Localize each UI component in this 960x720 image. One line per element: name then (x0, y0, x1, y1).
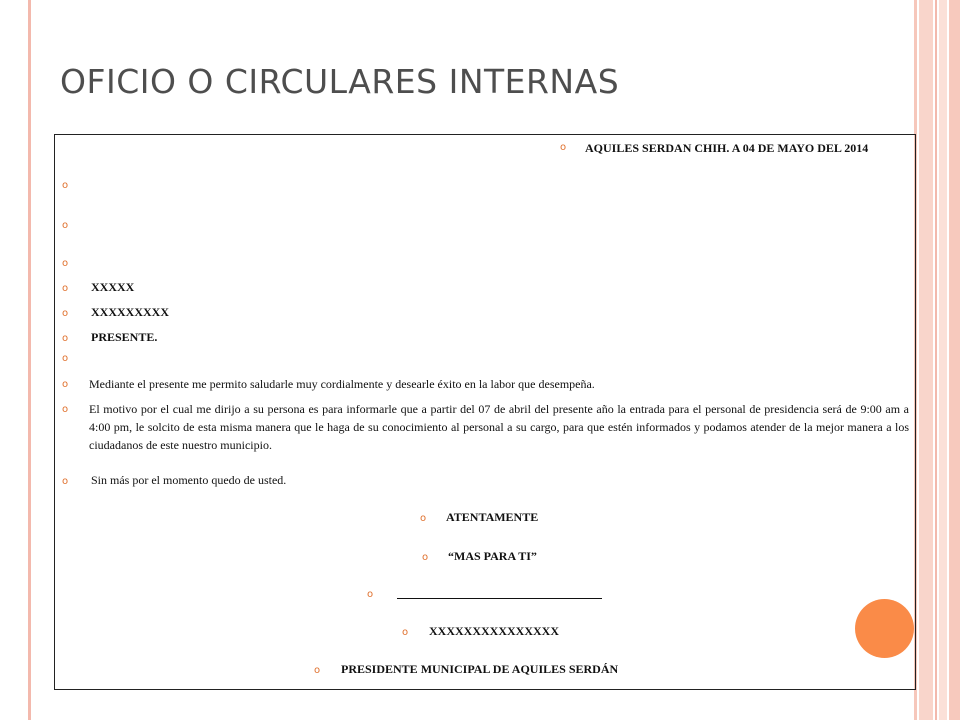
stripe (935, 0, 937, 720)
bullet-icon: o (62, 220, 69, 231)
signer-title: PRESIDENTE MUNICIPAL DE AQUILES SERDÁN (341, 662, 619, 676)
bullet-icon: o (62, 283, 69, 294)
stripe (939, 0, 947, 720)
bullet-icon: o (62, 379, 69, 390)
stripe (949, 0, 960, 720)
bullet-icon: o (62, 333, 69, 344)
bullet-icon: o (62, 308, 69, 319)
left-border-rule (28, 0, 31, 720)
date-line: AQUILES SERDAN CHIH. A 04 DE MAYO DEL 2014 (585, 141, 869, 155)
paragraph-greeting: Mediante el presente me permito saludarle muy cordialmente y desearle éxito en la labor que desempeña. (89, 377, 595, 391)
paragraph-body: El motivo por el cual me dirijo a su persona es para informarle que a partir del 07 de abril del presente año la entrada para el personal de presidencia será de 9:00 am a 4:00 pm, le solcito de esta misma manera que le haga de su conocimiento al personal a su cargo, para que estén informados y podamos atender de la mejor manera a los ciudadanos de este nuestro municipio. (89, 402, 909, 452)
bullet-icon: o (62, 353, 69, 364)
atentamente-label: ATENTAMENTE (446, 510, 539, 524)
signer-name: XXXXXXXXXXXXXXX (429, 624, 559, 638)
signature-line (397, 598, 602, 599)
bullet-icon: o (560, 142, 567, 153)
right-decorative-stripes (914, 0, 960, 720)
bullet-icon: o (420, 513, 427, 524)
bullet-icon: o (62, 258, 69, 269)
decorative-circle (855, 599, 914, 658)
bullet-icon: o (367, 589, 374, 600)
recipient-name: XXXXX (91, 280, 135, 294)
closing-line: Sin más por el momento quedo de usted. (91, 473, 287, 487)
motto: “MAS PARA TI” (448, 549, 537, 563)
bullet-icon: o (62, 180, 69, 191)
slide-title: OFICIO O CIRCULARES INTERNAS (60, 62, 620, 101)
bullet-icon: o (422, 552, 429, 563)
bullet-icon: o (62, 404, 69, 415)
presente-label: PRESENTE. (91, 330, 158, 344)
bullet-icon: o (314, 665, 321, 676)
bullet-icon: o (62, 476, 69, 487)
recipient-position: XXXXXXXXX (91, 305, 169, 319)
stripe (919, 0, 933, 720)
bullet-icon: o (402, 627, 409, 638)
